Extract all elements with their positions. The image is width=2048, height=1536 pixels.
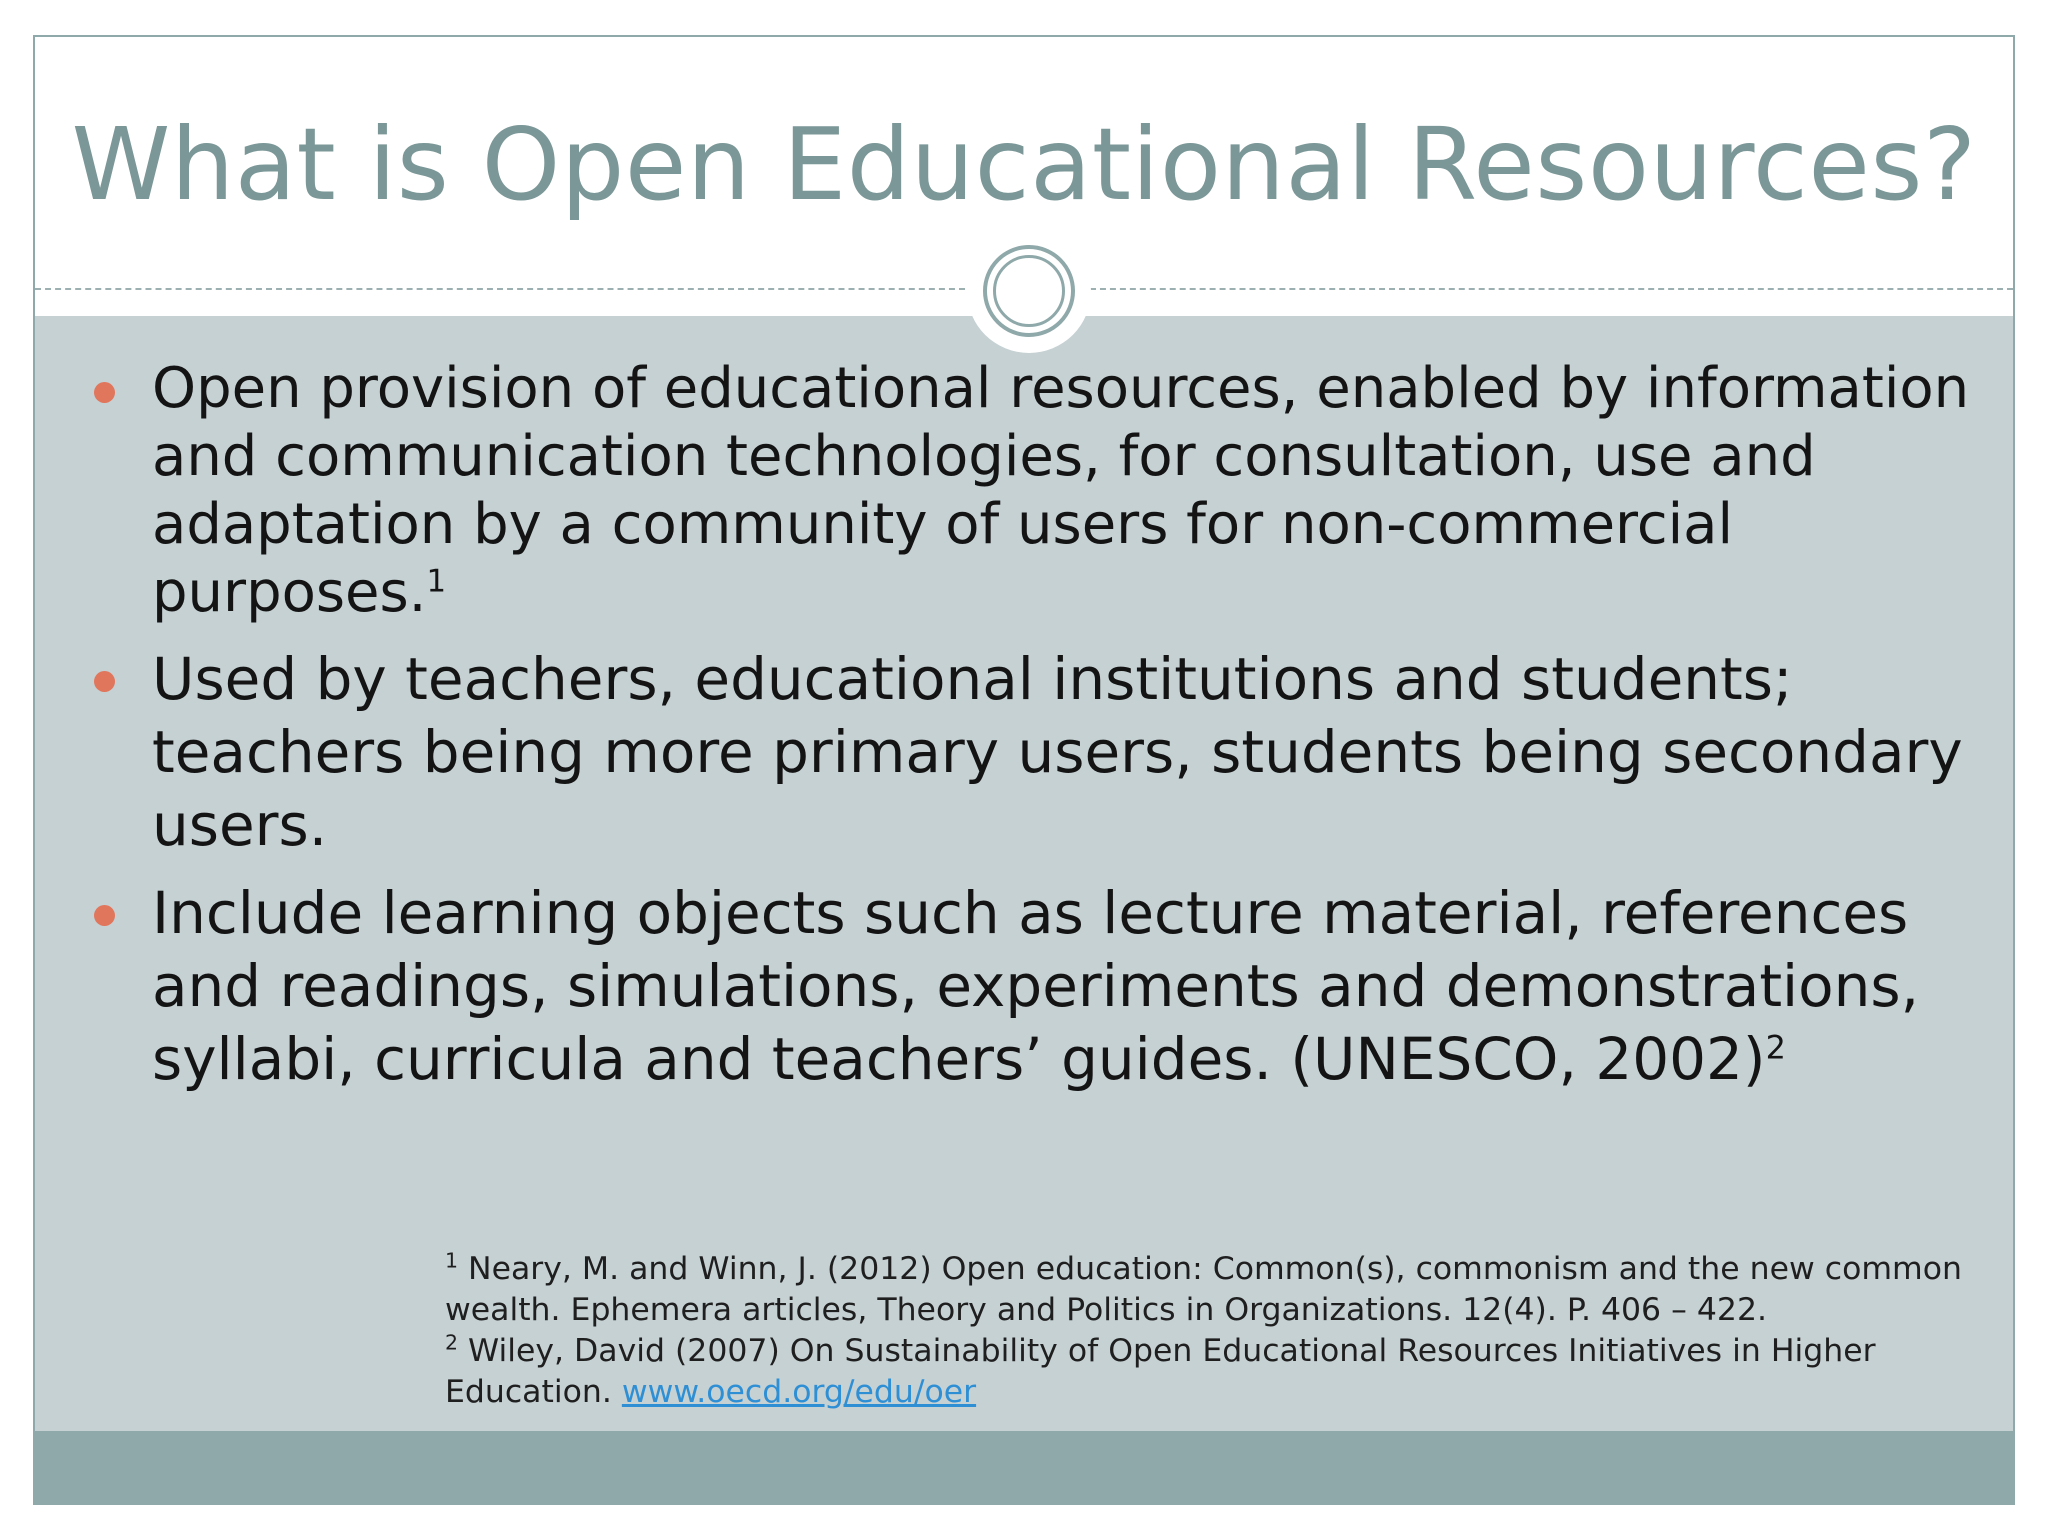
reference-link[interactable]: www.oecd.org/edu/oer	[621, 1374, 977, 1410]
slide	[33, 35, 2015, 1505]
bullet-dot-icon	[94, 382, 115, 403]
footnote-marker: 2	[1765, 1028, 1786, 1067]
footnote-marker: 1	[426, 563, 447, 600]
bullet-dot-icon	[94, 671, 115, 692]
divider-right	[1090, 288, 2013, 290]
bullet-item	[35, 643, 2012, 862]
bullet-list	[35, 355, 2015, 1096]
reference-item	[445, 1249, 2005, 1331]
outer-ring	[983, 245, 1075, 337]
reference-item	[445, 1331, 2005, 1413]
reference-text: Neary, M. and Winn, J. (2012) Open education: Common(s), commonism and the new common wealth. Ephemera articles, Theory and Politics in Organizations. 12(4). P. 406 – 422.	[445, 1251, 1962, 1328]
bullet-item	[35, 355, 2012, 627]
reference-marker: 1	[445, 1248, 459, 1273]
reference-marker: 2	[445, 1330, 459, 1355]
bullet-text: Include learning objects such as lecture material, references and readings, simulations, experiments and demonstrations, syllabi, curricula and teachers’ guides. (UNESCO, 2002)	[152, 879, 1920, 1093]
bullet-text: Open provision of educational resources, enabled by information and communication technologies, for consultation, use and adaptation by a community of users for non-commercial purposes.	[152, 356, 1970, 625]
references	[445, 1249, 2005, 1413]
slide-title: What is Open Educational Resources?	[71, 106, 1977, 223]
reference-text: Wiley, David (2007) On Sustainability of Open Educational Resources Initiatives in Higher Education.	[445, 1333, 1876, 1410]
bullet-item	[35, 877, 2012, 1096]
footer-band	[35, 1431, 2013, 1503]
bullet-text: Used by teachers, educational institutions and students; teachers being more primary users, students being secondary users.	[152, 645, 1963, 859]
bullet-dot-icon	[94, 905, 115, 926]
inner-ring	[993, 255, 1065, 327]
divider-left	[35, 288, 965, 290]
double-ring-circle-icon	[967, 229, 1091, 353]
